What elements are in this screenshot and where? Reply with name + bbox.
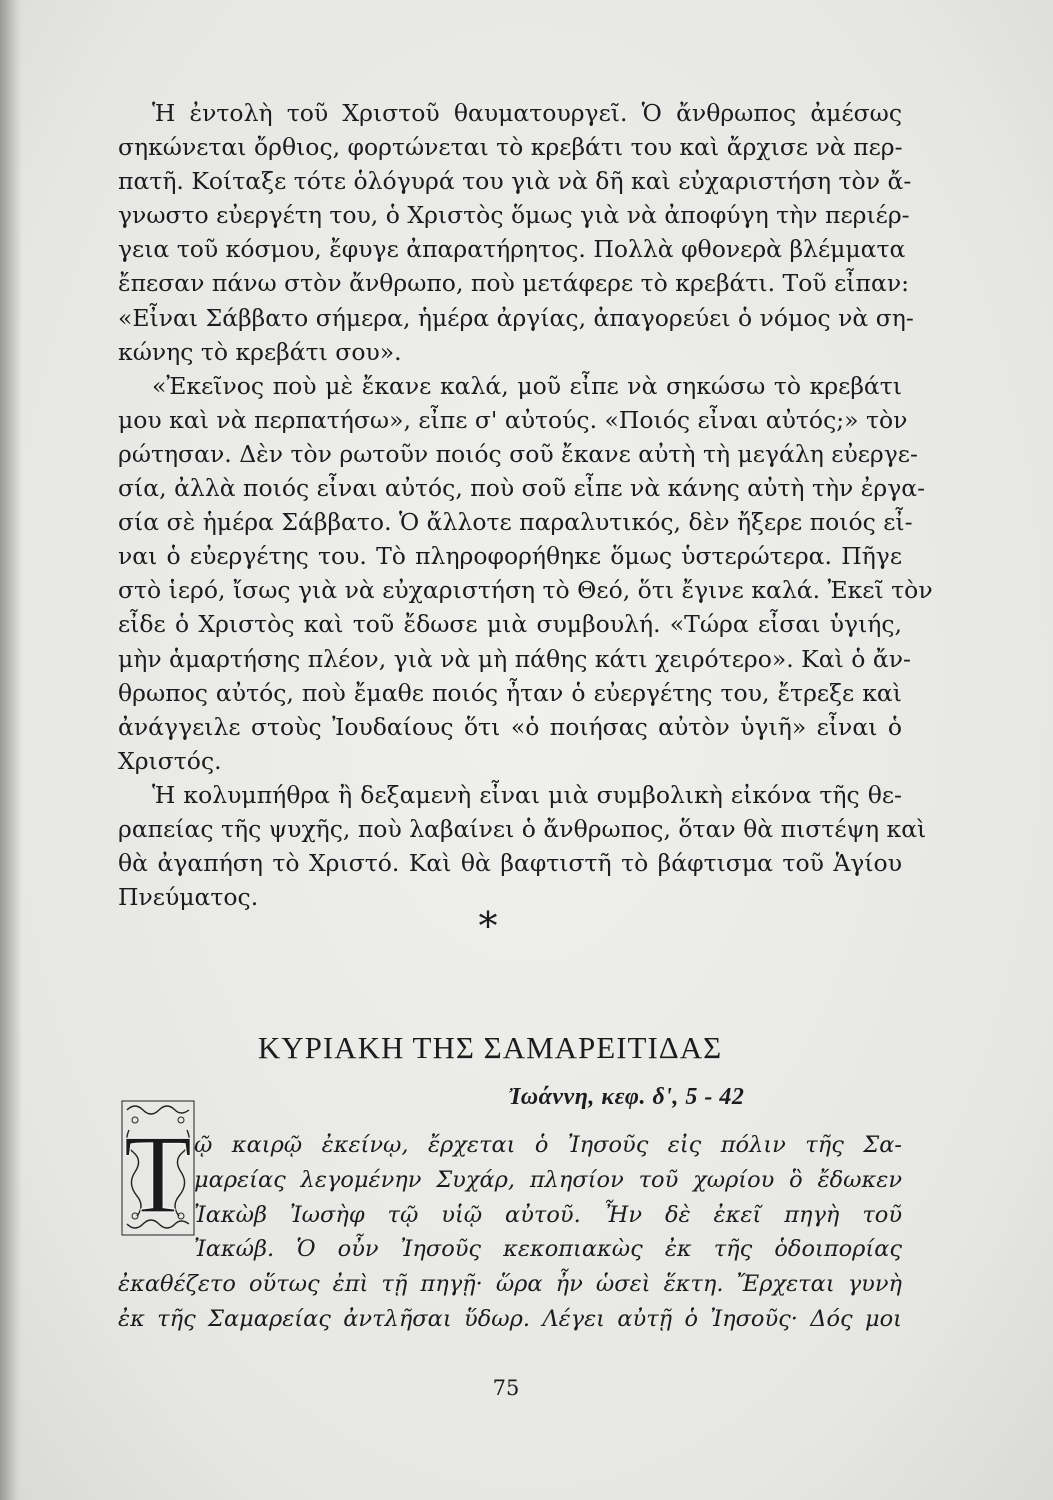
- text-line: σία, ἀλλὰ ποιός εἶναι αὐτός, ποὺ σοῦ εἶπε νὰ κάνης αὐτὴ τὴν ἐργα-: [118, 474, 926, 503]
- text-line: Ἡ ἐντολὴ τοῦ Χριστοῦ θαυματουργεῖ. Ὁ ἄνθρωπος ἀμέσως: [152, 99, 902, 127]
- text-line: Πνεύματος.: [118, 883, 259, 912]
- section-separator: *: [478, 904, 498, 948]
- text-line: κώνης τὸ κρεβάτι σου».: [118, 337, 402, 366]
- text-line: σηκώνεται ὄρθιος, φορτώνεται τὸ κρεβάτι του καὶ ἄρχισε νὰ περ-: [118, 133, 903, 162]
- text-line: ἔπεσαν πάνω στὸν ἄνθρωπο, ποὺ μετάφερε τὸ κρεβάτι. Τοῦ εἶπαν:: [118, 269, 910, 298]
- scripture-line: ῷ καιρῷ ἐκείνῳ, ἔρχεται ὁ Ἰησοῦς εἰς πόλιν τῆς Σα-: [194, 1132, 902, 1158]
- text-line: εἶδε ὁ Χριστὸς καὶ τοῦ ἔδωσε μιὰ συμβουλή. «Τώρα εἶσαι ὑγιής,: [118, 610, 902, 639]
- text-line: γνωστο εὐεργέτη του, ὁ Χριστὸς ὅμως γιὰ νὰ ἀποφύγη τὴν περιέρ-: [118, 201, 910, 230]
- text-line: μὴν ἁμαρτήσης πλέον, γιὰ νὰ μὴ πάθης κάτι χειρότερο». Καὶ ὁ ἄν-: [118, 644, 911, 673]
- text-line: Ἡ κολυμπήθρα ἢ δεξαμενὴ εἶναι μιὰ συμβολικὴ εἰκόνα τῆς θε-: [152, 780, 902, 809]
- text-line: θὰ ἀγαπήση τὸ Χριστό. Καὶ θὰ βαφτιστῆ τὸ βάφτισμα τοῦ Ἁγίου: [118, 849, 902, 878]
- scripture-line: Ἰακὼβ Ἰωσὴφ τῷ υἱῷ αὐτοῦ. Ἦν δὲ ἐκεῖ πηγὴ τοῦ: [194, 1201, 902, 1228]
- text-line: Χριστός.: [118, 746, 222, 775]
- scripture-text: [118, 1128, 902, 1337]
- text-line: «Εἶναι Σάββατο σήμερα, ἡμέρα ἀργίας, ἀπαγορεύει ὁ νόμος νὰ ση-: [118, 303, 914, 332]
- text-line: θρωπος αὐτός, ποὺ ἔμαθε ποιός ἦταν ὁ εὐεργέτης του, ἔτρεξε καὶ: [118, 678, 902, 707]
- text-line: σία σὲ ἡμέρα Σάββατο. Ὁ ἄλλοτε παραλυτικός, δὲν ἤξερε ποιός εἶ-: [118, 508, 913, 537]
- text-line: ναι ὁ εὐεργέτης του. Τὸ πληροφορήθηκε ὅμως ὑστερώτερα. Πῆγε: [118, 542, 902, 571]
- text-line: ἀνάγγειλε στοὺς Ἰουδαίους ὅτι «ὁ ποιήσας αὐτὸν ὑγιῆ» εἶναι ὁ: [118, 712, 902, 741]
- text-line: στὸ ἱερό, ἴσως γιὰ νὰ εὐχαριστήση τὸ Θεό, ὅτι ἔγινε καλά. Ἐκεῖ τὸν: [118, 576, 933, 605]
- scripture-line: Ἰακώβ. Ὁ οὖν Ἰησοῦς κεκοπιακὼς ἐκ τῆς ὁδοιπορίας: [194, 1236, 902, 1263]
- drop-cap-letter: Τ: [123, 1113, 193, 1236]
- scripture-line: ἐκ τῆς Σαμαρείας ἀντλῆσαι ὕδωρ. Λέγει αὐτῇ ὁ Ἰησοῦς· Δός μοι: [118, 1305, 902, 1332]
- text-line: μου καὶ νὰ περπατήσω», εἶπε σ' αὐτούς. «Ποιός εἶναι αὐτός;» τὸν: [118, 405, 908, 434]
- text-line: γεια τοῦ κόσμου, ἔφυγε ἀπαρατήρητος. Πολλὰ φθονερὰ βλέμματα: [118, 235, 906, 264]
- page-number: 75: [492, 1376, 520, 1400]
- scripture-line: μαρείας λεγομένην Συχάρ, πλησίον τοῦ χωρίου ὃ ἔδωκεν: [194, 1166, 902, 1193]
- text-line: ρώτησαν. Δὲν τὸν ρωτοῦν ποιός σοῦ ἔκανε αὐτὴ τὴ μεγάλη εὐεργε-: [118, 439, 918, 468]
- body-text: [118, 96, 933, 914]
- scripture-line: ἐκαθέζετο οὕτως ἐπὶ τῇ πηγῇ· ὥρα ἦν ὡσεὶ ἕκτη. Ἔρχεται γυνὴ: [118, 1271, 902, 1298]
- scripture-reference: Ἰωάννη, κεφ. δ', 5 - 42: [508, 1084, 745, 1110]
- text-line: πατῆ. Κοίταξε τότε ὁλόγυρά του γιὰ νὰ δῆ καὶ εὐχαριστήση τὸν ἄ-: [118, 167, 912, 196]
- page-edge-shadow: [0, 0, 22, 1500]
- text-line: «Ἐκεῖνος ποὺ μὲ ἔκανε καλά, μοῦ εἶπε νὰ σηκώσω τὸ κρεβάτι: [152, 371, 902, 400]
- chapter-heading: ΚΥΡΙΑΚΗ ΤΗΣ ΣΑΜΑΡΕΙΤΙΔΑΣ: [257, 1030, 723, 1065]
- text-line: ραπείας τῆς ψυχῆς, ποὺ λαβαίνει ὁ ἄνθρωπος, ὅταν θὰ πιστέψη καὶ: [118, 814, 927, 843]
